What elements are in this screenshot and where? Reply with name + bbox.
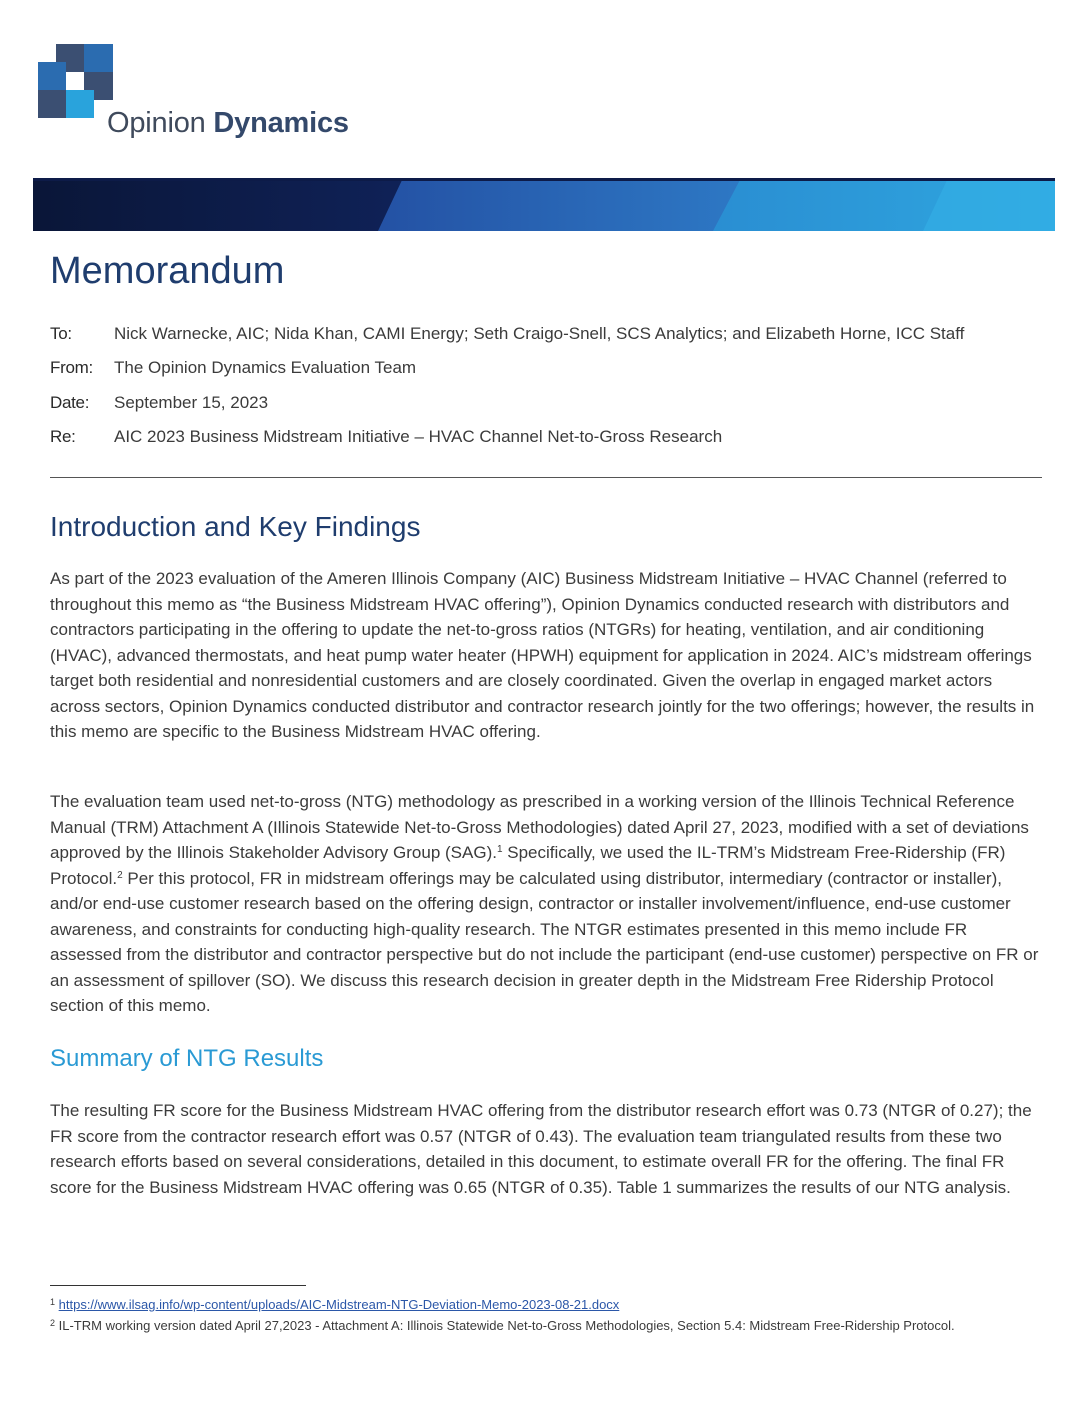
footnote-2-number: 2 (50, 1318, 56, 1328)
footnote-1-number: 1 (50, 1297, 56, 1307)
ntg-summary-paragraph: The resulting FR score for the Business Midstream HVAC offering from the distributor research effort was 0.73 (NTGR of 0.27); the FR score from the contractor research effort was 0.57 (NTGR of 0.43). The evaluation team triangulated results from these two research efforts based on several considerations, detailed in this document, to estimate overall FR for the offering. The final FR score for the Business Midstream HVAC offering was 0.65 (NTGR of 0.35). Table 1 summarizes the results of our NTG analysis. (50, 1101, 1032, 1197)
section-title-introduction: Introduction and Key Findings (50, 511, 421, 542)
memo-title: Memorandum (50, 250, 285, 292)
date-value: September 15, 2023 (114, 393, 269, 412)
header-to-row (50, 324, 964, 344)
footnote-ref-1[interactable]: 1 (496, 844, 503, 855)
from-value: The Opinion Dynamics Evaluation Team (114, 358, 417, 377)
header-divider (50, 477, 1042, 478)
header-re-row (50, 427, 722, 447)
footnote-ref-2[interactable]: 2 (117, 869, 123, 881)
intro-paragraph-2 (50, 789, 1042, 1019)
footnote-2-text: IL-TRM working version dated April 27,2023 - Attachment A: Illinois Statewide Net-to-Gross Methodologies, Section 5.4: Midstream Free-Ridership Protocol. (58, 1318, 955, 1333)
re-value: AIC 2023 Business Midstream Initiative – HVAC Channel Net-to-Gross Research (114, 427, 723, 446)
para2-part1: The evaluation team used net-to-gross (NTG) methodology as prescribed in a working version of the Illinois Technical Reference Manual (TRM) Attachment A (Illinois Statewide Net-to-Gross Methodologies) dated April 27, 2023, modified with a set of deviations approved by the Illinois Stakeholder Advisory Group (SAG). (50, 792, 1029, 862)
footnote-divider (50, 1285, 306, 1286)
footnote-1 (50, 1294, 1042, 1315)
re-label: Re: (50, 427, 76, 446)
header-from-row (50, 358, 416, 378)
section-title-ntg-summary: Summary of NTG Results (50, 1045, 324, 1072)
intro-paragraph-1: As part of the 2023 evaluation of the Ameren Illinois Company (AIC) Business Midstream Initiative – HVAC Channel (referred to throughout this memo as “the Business Midstream HVAC offering”), Opinion Dynamics conducted research with distributors and contractors participating in the offering to update the net-to-gross ratios (NTGRs) for heating, ventilation, and air conditioning (HVAC), advanced thermostats, and heat pump water heater (HPWH) equipment for application in 2024. AIC’s midstream offerings target both residential and nonresidential customers and are closely coordinated. Given the overlap in engaged market actors across sectors, Opinion Dynamics conducted distributor and contractor research jointly for the two offerings; however, the results in this memo are specific to the Business Midstream HVAC offering. (50, 569, 1035, 741)
logo-mark (38, 44, 114, 120)
header-date-row (50, 393, 268, 413)
date-label: Date: (50, 393, 90, 412)
logo-wordmark (107, 107, 349, 140)
footnote-2 (50, 1315, 1042, 1336)
company-logo (38, 44, 368, 144)
to-label: To: (50, 324, 72, 343)
footnote-1-link[interactable]: https://www.ilsag.info/wp-content/uploads/AIC-Midstream-NTG-Deviation-Memo-2023-08-21.docx (58, 1297, 620, 1312)
header-banner (33, 178, 1055, 231)
para2-part3: Per this protocol, FR in midstream offerings may be calculated using distributor, intermediary (contractor or installer), and/or end-use customer research based on the offering design, contractor or installer involvement/influence, end-use customer awareness, and constraints for conducting high-quality research. The NTGR estimates presented in this memo include FR assessed from the distributor and contractor perspective but do not include the participant (end-use customer) perspective on FR or an assessment of spillover (SO). We discuss this research decision in greater depth in the Midstream Free Ridership Protocol section of this memo. (50, 868, 1039, 1015)
from-label: From: (50, 358, 93, 377)
to-value: Nick Warnecke, AIC; Nida Khan, CAMI Energy; Seth Craigo-Snell, SCS Analytics; and Elizabeth Horne, ICC Staff (114, 324, 965, 343)
para2-part2: Specifically, we used the IL-TRM’s Midstream Free-Ridership (FR) Protocol. (50, 843, 1006, 888)
logo-text-light: Opinion (107, 107, 206, 139)
logo-text-bold: Dynamics (213, 107, 349, 139)
